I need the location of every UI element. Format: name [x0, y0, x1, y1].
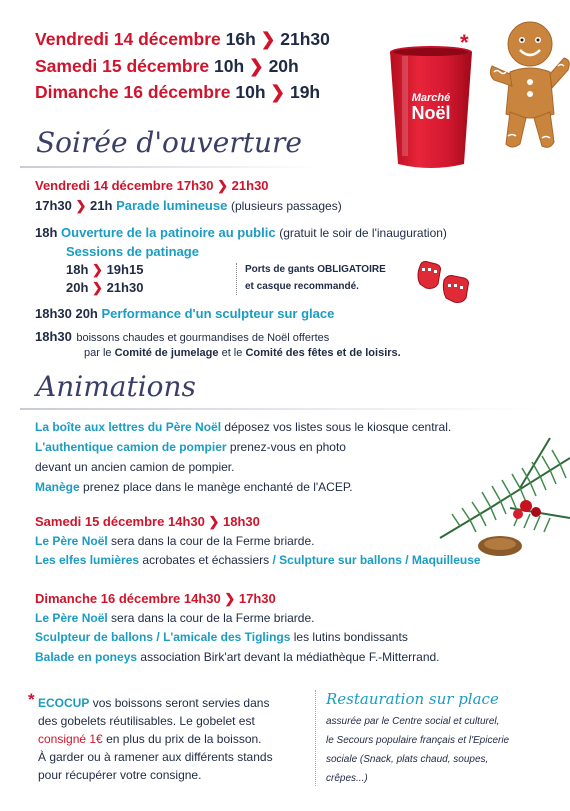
ecocup-asterisk: *: [28, 690, 35, 709]
parade-end: 21h: [90, 198, 113, 213]
saturday-line-2: [35, 553, 481, 567]
gingerbread-illustration: [488, 14, 570, 154]
opening-end: 21h30: [231, 178, 269, 193]
restauration-line-2: le Secours populaire français et l'Epicerie: [326, 735, 510, 746]
anim-text: déposez vos listes sous le kiosque central.: [224, 420, 452, 434]
sculptor-line: [35, 306, 334, 321]
sat-makeup: Maquilleuse: [411, 553, 481, 567]
rink-line: [35, 225, 447, 240]
gingerbread-icon: [488, 14, 570, 154]
date-start: 10h: [235, 82, 266, 102]
drinks-org1: Comité de jumelage: [114, 347, 219, 359]
saturday-start: 14h30: [167, 514, 205, 529]
parade-line: [35, 198, 342, 214]
ecocup-deposit-text: en plus du prix de la boisson.: [106, 732, 262, 746]
rink-note: (gratuit le soir de l'inauguration): [279, 226, 447, 240]
ecocup-label: ECOCUP: [38, 696, 90, 710]
sculptor-time: 18h30 20h: [35, 306, 98, 321]
box-divider: [315, 690, 317, 786]
date-end: 20h: [268, 56, 299, 76]
opening-start: 17h30: [176, 178, 214, 193]
gloves-icon: [414, 258, 474, 310]
cup-logo-line1: Marché: [411, 92, 451, 104]
cup-illustration: [388, 44, 474, 169]
date-day: Dimanche 16 décembre: [35, 82, 231, 102]
fir-branch-icon: [430, 428, 570, 568]
drinks-and: et le: [221, 347, 243, 359]
sun-tiglings: L'amicale des Tiglings: [163, 630, 291, 644]
ecocup-line-5: pour récupérer votre consigne.: [38, 768, 202, 782]
section-title-animations: Animations: [36, 370, 196, 403]
arrow-icon: ❯: [270, 82, 286, 102]
fir-branch-illustration: [430, 428, 570, 568]
date-end: 21h30: [280, 29, 330, 49]
arrow-icon: ❯: [260, 29, 276, 49]
arrow-icon: ❯: [92, 280, 103, 295]
gloves-note-2: et casque recommandé.: [245, 281, 359, 292]
date-start: 10h: [214, 56, 245, 76]
anim-general-4: [35, 480, 353, 494]
sun-hl2: Sculpteur de ballons: [35, 630, 154, 644]
sat-text2: acrobates et échassiers: [142, 553, 270, 567]
sunday-header: [35, 591, 276, 607]
saturday-day: Samedi 15 décembre: [35, 514, 165, 529]
parade-title: Parade lumineuse: [116, 198, 228, 213]
opening-day: Vendredi 14 décembre: [35, 178, 174, 193]
restauration-line-3: sociale (Snack, plats chaud, soupes,: [326, 754, 489, 765]
session-slot-1: [66, 262, 143, 278]
cup-logo-line2: Noël: [411, 103, 451, 123]
sat-hl: Le Père Noël: [35, 534, 108, 548]
arrow-icon: ❯: [217, 178, 229, 193]
sessions-divider: [236, 263, 238, 295]
parade-note: (plusieurs passages): [230, 199, 342, 213]
sunday-line-3: [35, 650, 440, 664]
sessions-title: Sessions de patinage: [66, 244, 199, 259]
ecocup-line-4: À garder ou à ramener aux différents stands: [38, 750, 273, 764]
ecocup-deposit: consigné 1€: [38, 732, 103, 746]
anim-hl: L'authentique camion de pompier: [35, 440, 227, 454]
arrow-icon: ❯: [92, 262, 103, 277]
arrow-icon: ❯: [224, 591, 236, 606]
separator: /: [156, 630, 160, 644]
slot-start: 18h: [66, 262, 89, 277]
anim-general-2: [35, 440, 346, 454]
sun-text2: les lutins bondissants: [293, 630, 408, 644]
saturday-end: 18h30: [223, 514, 260, 529]
sat-hl2: Les elfes lumières: [35, 553, 140, 567]
rink-time: 18h: [35, 225, 58, 240]
arrow-icon: ❯: [208, 514, 220, 529]
drinks-line: [35, 328, 329, 346]
drinks-time: 18h30: [35, 329, 72, 344]
date-end: 19h: [289, 82, 321, 102]
saturday-header: [35, 514, 260, 530]
slot-start: 20h: [66, 280, 89, 295]
sculptor-title: Performance d'un sculpteur sur glace: [101, 306, 335, 321]
section-title-opening: Soirée d'ouverture: [36, 126, 302, 159]
opening-header: [35, 178, 269, 194]
sun-text3: association Birk'art devant la médiathèque F.-Mitterrand.: [140, 650, 440, 664]
arrow-icon: ❯: [75, 198, 87, 213]
sun-hl3: Balade en poneys: [35, 650, 138, 664]
separator: /: [272, 553, 276, 567]
arrow-icon: ❯: [249, 56, 264, 76]
drinks-by: par le: [84, 347, 112, 359]
cup-asterisk: *: [460, 30, 469, 55]
rink-title: Ouverture de la patinoire au public: [61, 225, 276, 240]
gloves-note-1: Ports de gants OBLIGATOIRE: [245, 264, 386, 275]
slot-end: 19h15: [106, 262, 144, 277]
restauration-line-4: crêpes...): [326, 773, 368, 784]
sun-text: sera dans la cour de la Ferme briarde.: [111, 611, 315, 625]
sat-text: sera dans la cour de la Ferme briarde.: [111, 534, 315, 548]
sunday-line-1: [35, 611, 314, 625]
anim-general-1: [35, 420, 451, 434]
ecocup-line-2: des gobelets réutilisables. Le gobelet est: [38, 714, 255, 728]
date-line-saturday: [35, 56, 299, 77]
restauration-line-1: assurée par le Centre social et culturel,: [326, 716, 500, 727]
drinks-text: boissons chaudes et gourmandises de Noël offertes: [76, 332, 330, 344]
section-divider: [20, 408, 540, 410]
saturday-line-1: [35, 534, 314, 548]
separator: /: [405, 553, 409, 567]
date-line-friday: [35, 29, 330, 50]
sunday-start: 14h30: [183, 591, 221, 606]
section-divider: [20, 166, 320, 168]
restauration-title: Restauration sur place: [326, 690, 499, 708]
sunday-line-2: [35, 630, 408, 644]
sat-balloons: Sculpture sur ballons: [279, 553, 402, 567]
ecocup-line-1: [38, 696, 269, 710]
anim-hl: La boîte aux lettres du Père Noël: [35, 420, 222, 434]
sunday-day: Dimanche 16 décembre: [35, 591, 181, 606]
anim-hl: Manège: [35, 480, 80, 494]
date-start: 16h: [225, 29, 256, 49]
anim-text: prenez place dans le manège enchanté de l'ACEP.: [83, 480, 353, 494]
parade-start: 17h30: [35, 198, 72, 213]
date-line-sunday: [35, 82, 320, 103]
slot-end: 21h30: [106, 280, 144, 295]
date-day: Samedi 15 décembre: [35, 56, 210, 76]
session-slot-2: [66, 280, 143, 296]
ecocup-text: vos boissons seront servies dans: [92, 696, 270, 710]
anim-text: prenez-vous en photo: [229, 440, 346, 454]
ecocup-line-3: [38, 732, 262, 746]
sunday-end: 17h30: [238, 591, 276, 606]
sun-hl: Le Père Noël: [35, 611, 108, 625]
drinks-org2: Comité des fêtes et de loisirs.: [245, 347, 401, 359]
drinks-by-line: [84, 347, 401, 359]
date-day: Vendredi 14 décembre: [35, 29, 221, 49]
anim-general-3: devant un ancien camion de pompier.: [35, 460, 235, 474]
